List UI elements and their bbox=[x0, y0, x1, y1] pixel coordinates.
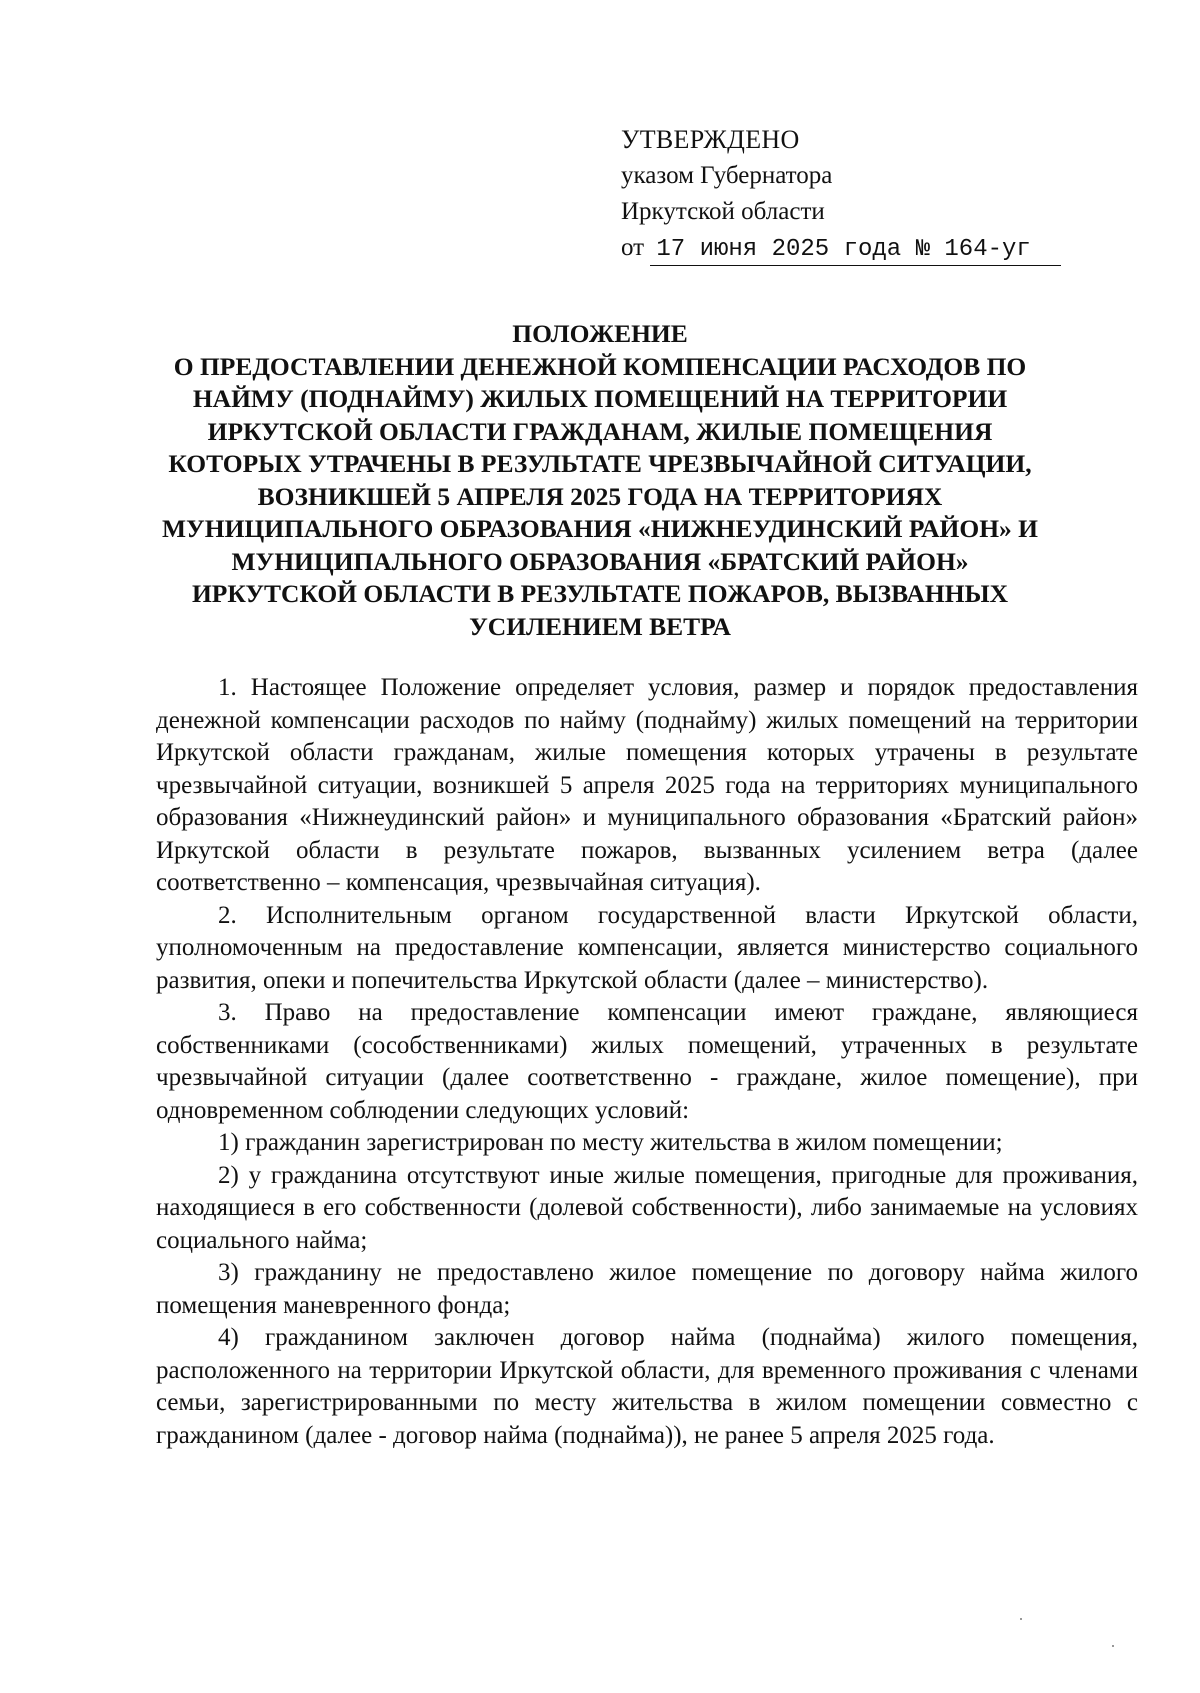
order-date-number: 17 июня 2025 года № 164-уг bbox=[650, 235, 1060, 266]
scan-speck bbox=[1020, 1618, 1022, 1620]
title-line: МУНИЦИПАЛЬНОГО ОБРАЗОВАНИЯ «БРАТСКИЙ РАЙОН» bbox=[231, 546, 969, 576]
approval-stamp-block bbox=[621, 122, 1081, 266]
order-prefix: от bbox=[621, 234, 645, 261]
title-line: УСИЛЕНИЕМ ВЕТРА bbox=[469, 611, 731, 641]
approval-heading: УТВЕРЖДЕНО bbox=[621, 125, 800, 154]
title-line: НАЙМУ (ПОДНАЙМУ) ЖИЛЫХ ПОМЕЩЕНИЙ НА ТЕРРИТОРИИ bbox=[192, 384, 1008, 413]
paragraph-1: 1. Настоящее Положение определяет условия, размер и порядок предоставления денежной компенсации расходов по найму (поднайму) жилых помещений на территории Иркутской области гражданам, жилые помещения которых утрачены в результате чрезвычайной ситуации, возникшей 5 апреля 2025 года на территориях муниципального образования «Нижнеудинский район» и муниципального образования «Братский район» Иркутской области в результате пожаров, вызванных усилением ветра (далее соответственно – компенсация, чрезвычайная ситуация). bbox=[156, 674, 1138, 896]
title-line: КОТОРЫХ УТРАЧЕНЫ В РЕЗУЛЬТАТЕ ЧРЕЗВЫЧАЙНОЙ СИТУАЦИИ, bbox=[168, 449, 1032, 478]
condition-2: 2) у гражданина отсутствуют иные жилые помещения, пригодные для проживания, находящиеся в его собственности (долевой собственности), либо занимаемые на условиях социального найма; bbox=[156, 1161, 1138, 1254]
document-title bbox=[120, 318, 1080, 643]
title-line: ИРКУТСКОЙ ОБЛАСТИ ГРАЖДАНАМ, ЖИЛЫЕ ПОМЕЩЕНИЯ bbox=[207, 416, 993, 446]
paragraph-3: 3. Право на предоставление компенсации имеют граждане, являющиеся собственниками (сособственниками) жилых помещений, утраченных в результате чрезвычайной ситуации (далее соответственно - граждане, жилое помещение), при одновременном соблюдении следующих условий: bbox=[156, 999, 1138, 1124]
document-body bbox=[156, 672, 1138, 1452]
approval-issuer: указом Губернатора bbox=[621, 162, 833, 189]
paragraph-2: 2. Исполнительным органом государственной власти Иркутской области, уполномоченным на предоставление компенсации, является министерство социального развития, опеки и попечительства Иркутской области (далее – министерство). bbox=[156, 901, 1138, 994]
title-line: МУНИЦИПАЛЬНОГО ОБРАЗОВАНИЯ «НИЖНЕУДИНСКИЙ РАЙОН» И bbox=[161, 514, 1039, 543]
approval-order-line bbox=[621, 230, 1081, 266]
condition-3: 3) гражданину не предоставлено жилое помещение по договору найма жилого помещения маневренного фонда; bbox=[156, 1259, 1138, 1319]
approval-region: Иркутской области bbox=[621, 198, 825, 225]
scan-speck bbox=[1112, 1645, 1114, 1647]
title-line: ВОЗНИКШЕЙ 5 АПРЕЛЯ 2025 ГОДА НА ТЕРРИТОРИЯХ bbox=[257, 481, 943, 511]
title-line: ИРКУТСКОЙ ОБЛАСТИ В РЕЗУЛЬТАТЕ ПОЖАРОВ, ВЫЗВАННЫХ bbox=[191, 579, 1009, 608]
title-line: ПОЛОЖЕНИЕ bbox=[512, 319, 688, 348]
condition-4: 4) гражданином заключен договор найма (поднайма) жилого помещения, расположенного на территории Иркутской области, для временного проживания с членами семьи, зарегистрированными по месту жительства в жилом помещении совместно с гражданином (далее - договор найма (поднайма)), не ранее 5 апреля 2025 года. bbox=[156, 1324, 1138, 1449]
title-line: О ПРЕДОСТАВЛЕНИИ ДЕНЕЖНОЙ КОМПЕНСАЦИИ РАСХОДОВ ПО bbox=[173, 351, 1027, 381]
condition-1: 1) гражданин зарегистрирован по месту жительства в жилом помещении; bbox=[218, 1129, 1003, 1156]
